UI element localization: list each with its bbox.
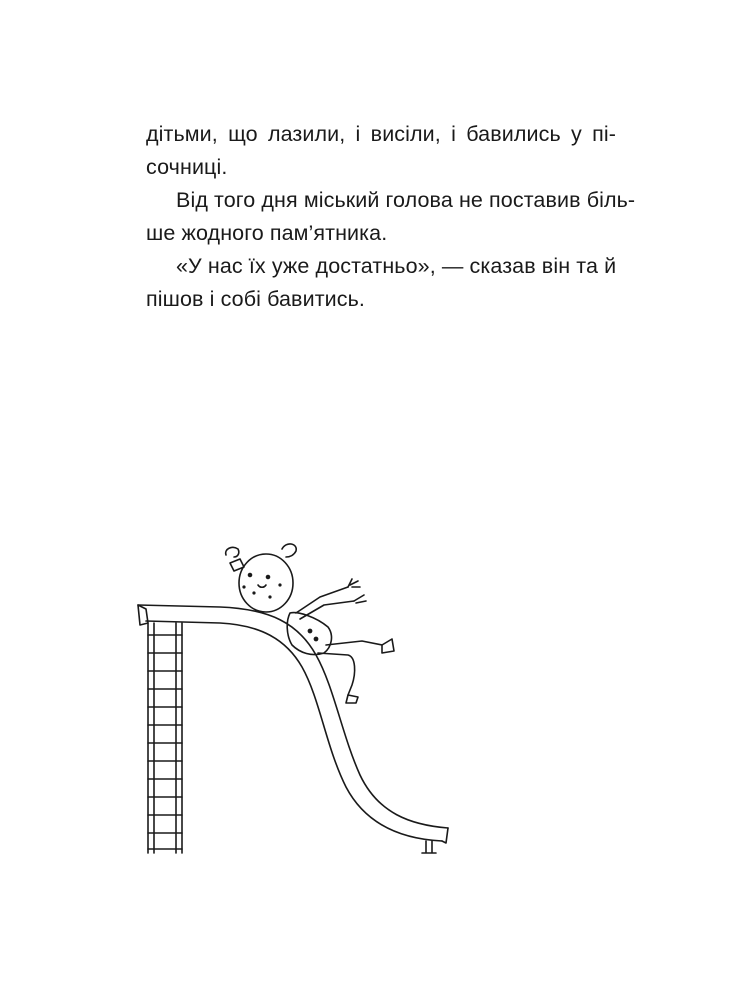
slide-chute-icon — [138, 605, 448, 853]
text-line: Від того дня міський голова не поставив біль- — [176, 188, 636, 212]
character-icon — [226, 544, 394, 703]
text-line: ше жодного пам’ятника. — [146, 221, 388, 245]
text-line: пішов і собі бавитись. — [146, 287, 365, 311]
slide-illustration — [120, 535, 460, 865]
story-text — [146, 118, 636, 316]
ladder-icon — [148, 623, 182, 853]
text-line: дітьми, що лазили, і висіли, і бавились у пі- — [146, 122, 616, 146]
text-line: «У нас їх уже достатньо», — сказав він та й — [176, 254, 617, 278]
text-line: сочниці. — [146, 155, 228, 179]
